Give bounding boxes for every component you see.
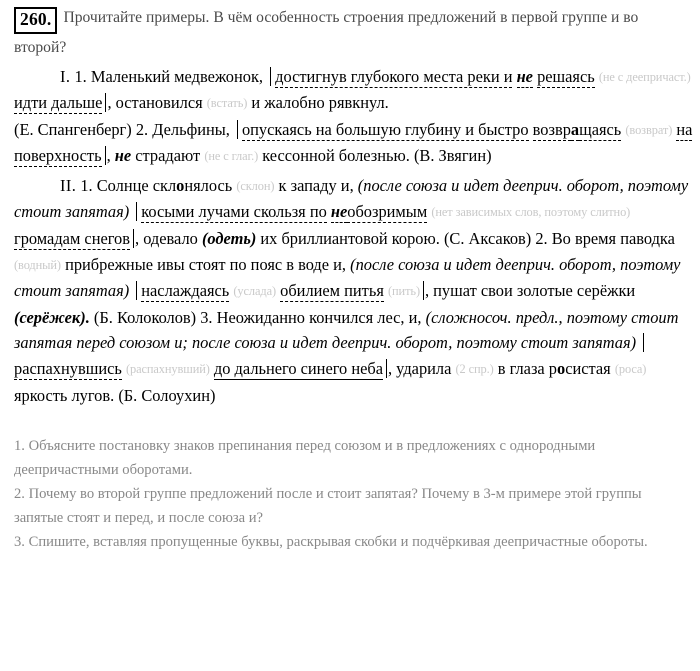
participle-turn-cont: решаясь [537,66,595,86]
inserted-letter: а [570,119,580,139]
exercise-header [14,4,694,61]
participle-turn: наслаждаясь [141,281,230,301]
author-attribution: (Б. Солоухин) [118,385,216,405]
group-2 [14,173,694,408]
task-item-3: 3. Спишите, вставляя пропущенные буквы, раскрывая скобки и подчёркивая деепричастные обороты. [14,534,648,551]
sentence-subject: Дельфины, [152,119,230,139]
author-attribution: (С. Аксаков) [443,229,532,249]
sentence-tail-cont: страдают [135,146,201,166]
task-item-2: 2. Почему во второй группе предложений после и стоит запятая? Почему в 3-м примере этой группы запятые стоят и перед, и после союза и? [14,486,642,527]
inserted-letter: о [557,359,566,379]
ne-particle: не [330,202,348,222]
participle-root-post: щаясь [579,119,622,139]
spelling-hint: (нет зависимых слов, поэтому слитно) [431,205,631,220]
spelling-hint: (роса) [614,362,647,377]
group-1-sentence-2 [14,117,694,170]
spelling-hint: (усладa) [233,284,277,299]
sentence-tail-post: систая [565,359,611,379]
sentence-tail-end: яркость лугов. [14,385,115,405]
sentence-tail: , ударила [387,359,452,379]
inserted-letter: о [176,175,185,195]
author-attribution: (В. Звягин) [413,146,492,166]
sentence-tail: , одевало [135,229,198,249]
participle-turn-end: на поверхность [14,119,693,166]
turn-start-bar [237,120,238,139]
sentence-lead-cont: прибрежные ивы стоят по пояс в воде и, [65,254,347,274]
author-attribution: (Е. Спангенберг) [14,119,132,139]
turn-start-bar [270,67,271,86]
turn-end-bar [423,281,424,300]
turn-start-bar [136,281,137,300]
participle-turn-end: идти дальше [14,93,103,113]
group-1 [14,64,694,117]
spelling-hint: (возврат) [625,122,673,137]
sentence-tail: , остановился [107,93,203,113]
spelling-hint: (распахнувший) [125,362,210,377]
participle-turn: достигнув глубокого места реки и [275,66,513,86]
turn-start-bar [643,333,644,352]
sentence-lead-post: нялось [184,175,233,195]
sentence-tail-cont: и жалобно рявкнул. [251,93,389,113]
check-word: (серёжек). [14,307,90,327]
sentence-tail: , [106,146,111,166]
sentence-index: 1. [74,66,87,86]
grammar-note: (после союза и идет дееприч. оборот, поэтому стоит запятая) [14,254,681,301]
spelling-hint: (не с деепричаст.) [598,69,691,84]
participle-turn: распахнувшись [14,359,122,379]
participle-turn-end: громадам снегов [14,229,130,249]
participle-turn-end: обилием питья [280,281,384,301]
sentence-tail-cont: их бриллиантовой корою. [260,229,440,249]
ne-particle: не [516,66,533,86]
sentence-index: 1. [80,175,93,195]
sentence-index: 2. [535,229,548,249]
turn-end-bar [105,146,106,165]
spelling-hint: (2 спр.) [455,362,494,377]
exercise-prompt: Прочитайте примеры. В чём особенность строения предложений в первой группе и во второй? [14,9,639,56]
sentence-lead-pre: Солнце скл [96,175,177,195]
sentence-tail-end: кессонной болезнью. [262,146,410,166]
check-word: (одеть) [201,229,257,249]
group-label-2: II. [60,175,77,195]
spelling-hint: (водный) [14,257,61,272]
spelling-hint: (не с глаг.) [204,149,259,164]
sentence-tail: , пушат свои золотые серёжки [424,281,636,301]
task-list [14,434,694,554]
spelling-hint: (встать) [206,96,248,111]
ne-particle: не [114,146,132,166]
sentence-index: 3. [200,307,213,327]
sentence-lead: Неожиданно кончился лес, и, [216,307,422,327]
grammar-note: (после союза и идет дееприч. оборот, поэтому стоит запятая) [14,175,689,222]
participle-turn-end: до дальнего синего неба [213,359,383,379]
exercise-number: 260. [14,7,57,34]
sentence-subject: Маленький медвежонок, [90,66,264,86]
turn-end-bar [386,359,387,378]
grammar-note: (сложносоч. предл., поэтому стоит запятая перед союзом и; после союза и идет дееприч. оборот, поэтому стоит запятая) [14,307,679,353]
turn-end-bar [133,229,134,248]
sentence-tail-cont: в глаза р [497,359,558,379]
sentence-lead-cont: к западу и, [278,175,354,195]
spelling-hint: (склон) [236,178,275,193]
participle-turn: опускаясь на большую глубину и быстро [241,119,529,139]
participle-ne-word: обозримым [347,202,428,222]
group-label-1: I. [60,66,71,86]
participle-turn: косыми лучами скользя по [141,202,327,222]
task-item-1: 1. Объясните постановку знаков препинания перед союзом и в предложениях с однородными деепричастными оборотами. [14,438,596,479]
spelling-hint: (пить) [387,284,420,299]
sentence-index: 2. [135,119,149,139]
participle-root-pre: возвр [532,119,571,139]
turn-start-bar [136,202,137,221]
author-attribution: (Б. Колоколов) [93,307,197,327]
sentence-lead: Во время паводка [551,229,675,249]
